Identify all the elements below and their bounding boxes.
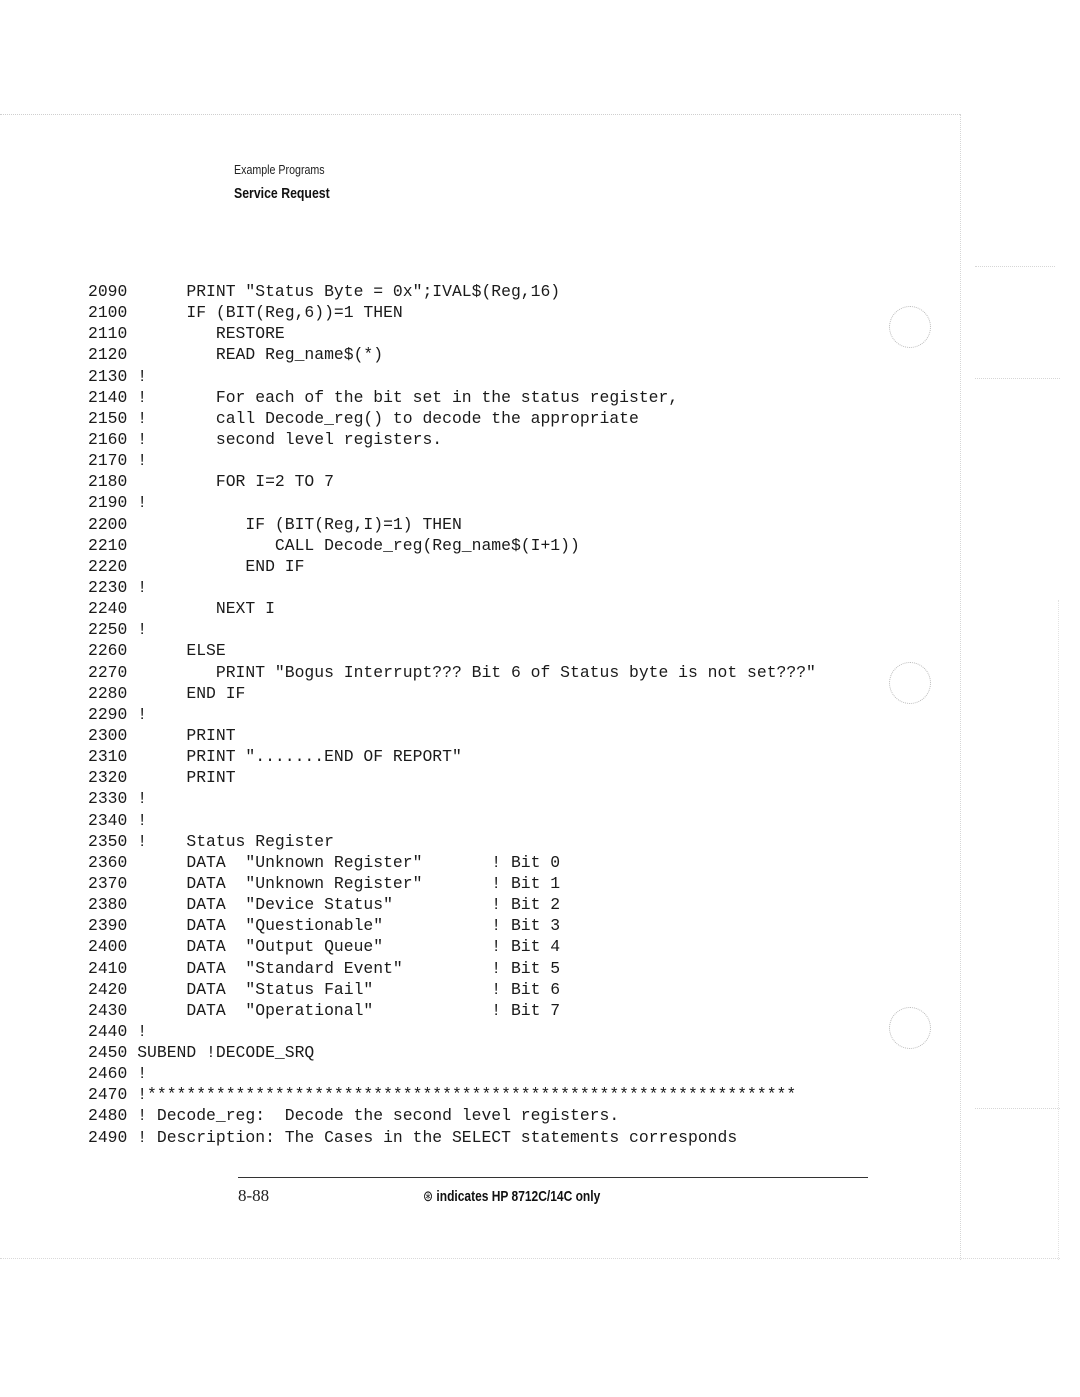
code-listing: [88, 281, 816, 1148]
code-line: [88, 746, 816, 767]
code-text: !: [127, 1064, 148, 1084]
code-line: [88, 936, 816, 957]
code-text: ! Description: The Cases in the SELECT statements corresponds: [127, 1127, 738, 1147]
code-line: [88, 1021, 816, 1042]
code-line: [88, 725, 816, 746]
line-number: 2420: [88, 979, 128, 999]
line-number: 2240: [88, 599, 128, 619]
code-text: !: [127, 577, 148, 597]
page-title: Service Request: [234, 185, 330, 202]
line-number: 2460: [88, 1064, 128, 1084]
code-text: FOR I=2 TO 7: [127, 472, 334, 492]
line-number: 2410: [88, 958, 128, 978]
line-number: 2280: [88, 683, 128, 703]
line-number: 2370: [88, 873, 128, 893]
line-number: 2390: [88, 916, 128, 936]
code-text: ! second level registers.: [127, 429, 443, 449]
line-number: 2250: [88, 620, 128, 640]
line-number: 2270: [88, 662, 128, 682]
code-text: DATA "Operational" ! Bit 7: [127, 1000, 561, 1020]
line-number: 2350: [88, 831, 128, 851]
binder-hole: [889, 1007, 931, 1049]
code-line: [88, 852, 816, 873]
footer-note-text: indicates HP 8712C/14C only: [436, 1188, 601, 1205]
line-number: 2140: [88, 387, 128, 407]
code-line: [88, 492, 816, 513]
code-text: ! For each of the bit set in the status register,: [127, 387, 679, 407]
code-text: SUBEND !DECODE_SRQ: [127, 1043, 315, 1063]
code-line: [88, 894, 816, 915]
line-number: 2160: [88, 429, 128, 449]
line-number: 2490: [88, 1127, 128, 1147]
code-text: CALL Decode_reg(Reg_name$(I+1)): [127, 535, 580, 555]
margin-tick: [975, 266, 1055, 267]
code-line: [88, 514, 816, 535]
code-line: [88, 598, 816, 619]
page-number: 8-88: [238, 1186, 270, 1205]
code-text: !: [127, 810, 148, 830]
code-text: !: [127, 366, 148, 386]
code-line: [88, 662, 816, 683]
code-line: [88, 302, 816, 323]
code-text: PRINT ".......END OF REPORT": [127, 747, 462, 767]
binder-hole: [889, 306, 931, 348]
code-line: [88, 535, 816, 556]
code-text: END IF: [127, 556, 305, 576]
line-number: 2320: [88, 768, 128, 788]
code-text: ! Status Register: [127, 831, 334, 851]
code-line: [88, 704, 816, 725]
code-line: [88, 915, 816, 936]
code-line: [88, 556, 816, 577]
code-text: PRINT: [127, 725, 236, 745]
code-text: ! call Decode_reg() to decode the appropriate: [127, 408, 639, 428]
code-line: [88, 1105, 816, 1126]
code-text: DATA "Output Queue" ! Bit 4: [127, 937, 561, 957]
code-text: DATA "Device Status" ! Bit 2: [127, 895, 561, 915]
line-number: 2480: [88, 1106, 128, 1126]
line-number: 2260: [88, 641, 128, 661]
code-text: READ Reg_name$(*): [127, 345, 384, 365]
code-text: IF (BIT(Reg,6))=1 THEN: [127, 303, 403, 323]
code-line: [88, 450, 816, 471]
code-line: [88, 344, 816, 365]
code-line: [88, 1127, 816, 1148]
code-text: !: [127, 704, 148, 724]
code-line: [88, 1000, 816, 1021]
code-line: [88, 810, 816, 831]
code-text: !******************************************************************: [127, 1085, 797, 1105]
line-number: 2310: [88, 747, 128, 767]
code-text: PRINT: [127, 768, 236, 788]
hp-symbol-icon: ⊛: [423, 1188, 434, 1205]
code-line: [88, 831, 816, 852]
line-number: 2130: [88, 366, 128, 386]
margin-tick: [975, 1108, 1060, 1109]
footer-rule: [238, 1177, 868, 1178]
page-edge-top: [0, 114, 960, 115]
code-line: [88, 281, 816, 302]
line-number: 2330: [88, 789, 128, 809]
line-number: 2190: [88, 493, 128, 513]
code-text: DATA "Standard Event" ! Bit 5: [127, 958, 561, 978]
line-number: 2220: [88, 556, 128, 576]
line-number: 2300: [88, 725, 128, 745]
line-number: 2360: [88, 852, 128, 872]
line-number: 2210: [88, 535, 128, 555]
margin-tick: [975, 378, 1060, 379]
code-line: [88, 471, 816, 492]
code-line: [88, 387, 816, 408]
code-line: [88, 619, 816, 640]
code-text: DATA "Status Fail" ! Bit 6: [127, 979, 561, 999]
code-line: [88, 577, 816, 598]
code-line: [88, 323, 816, 344]
line-number: 2170: [88, 451, 128, 471]
code-line: [88, 640, 816, 661]
code-text: !: [127, 789, 148, 809]
line-number: 2120: [88, 345, 128, 365]
code-line: [88, 788, 816, 809]
code-line: [88, 408, 816, 429]
code-line: [88, 1063, 816, 1084]
line-number: 2290: [88, 704, 128, 724]
line-number: 2090: [88, 282, 128, 301]
code-text: DATA "Unknown Register" ! Bit 1: [127, 873, 561, 893]
code-line: [88, 958, 816, 979]
code-text: IF (BIT(Reg,I)=1) THEN: [127, 514, 462, 534]
code-text: RESTORE: [127, 324, 285, 344]
line-number: 2400: [88, 937, 128, 957]
code-text: ELSE: [127, 641, 226, 661]
page-edge-right: [960, 114, 961, 1260]
code-line: [88, 979, 816, 1000]
code-text: !: [127, 451, 148, 471]
code-line: [88, 873, 816, 894]
section-header: Example Programs: [234, 162, 325, 177]
code-text: !: [127, 620, 148, 640]
page-edge-outer: [1058, 600, 1059, 1260]
code-text: END IF: [127, 683, 246, 703]
line-number: 2110: [88, 324, 128, 344]
code-text: PRINT "Status Byte = 0x";IVAL$(Reg,16): [127, 282, 561, 301]
code-text: DATA "Questionable" ! Bit 3: [127, 916, 561, 936]
line-number: 2230: [88, 577, 128, 597]
footer-note: [423, 1187, 600, 1205]
line-number: 2340: [88, 810, 128, 830]
code-text: PRINT "Bogus Interrupt??? Bit 6 of Status byte is not set???": [127, 662, 816, 682]
code-line: [88, 683, 816, 704]
line-number: 2380: [88, 895, 128, 915]
binder-hole: [889, 662, 931, 704]
line-number: 2440: [88, 1021, 128, 1041]
code-line: [88, 366, 816, 387]
code-line: [88, 429, 816, 450]
line-number: 2200: [88, 514, 128, 534]
line-number: 2450: [88, 1043, 128, 1063]
code-text: ! Decode_reg: Decode the second level registers.: [127, 1106, 620, 1126]
code-line: [88, 1084, 816, 1105]
code-line: [88, 1042, 816, 1063]
code-text: !: [127, 1021, 148, 1041]
code-line: [88, 767, 816, 788]
code-text: DATA "Unknown Register" ! Bit 0: [127, 852, 561, 872]
page-edge-bottom: [0, 1258, 1060, 1259]
line-number: 2430: [88, 1000, 128, 1020]
line-number: 2180: [88, 472, 128, 492]
code-text: !: [127, 493, 148, 513]
code-text: NEXT I: [127, 599, 275, 619]
line-number: 2150: [88, 408, 128, 428]
line-number: 2470: [88, 1085, 128, 1105]
line-number: 2100: [88, 303, 128, 323]
